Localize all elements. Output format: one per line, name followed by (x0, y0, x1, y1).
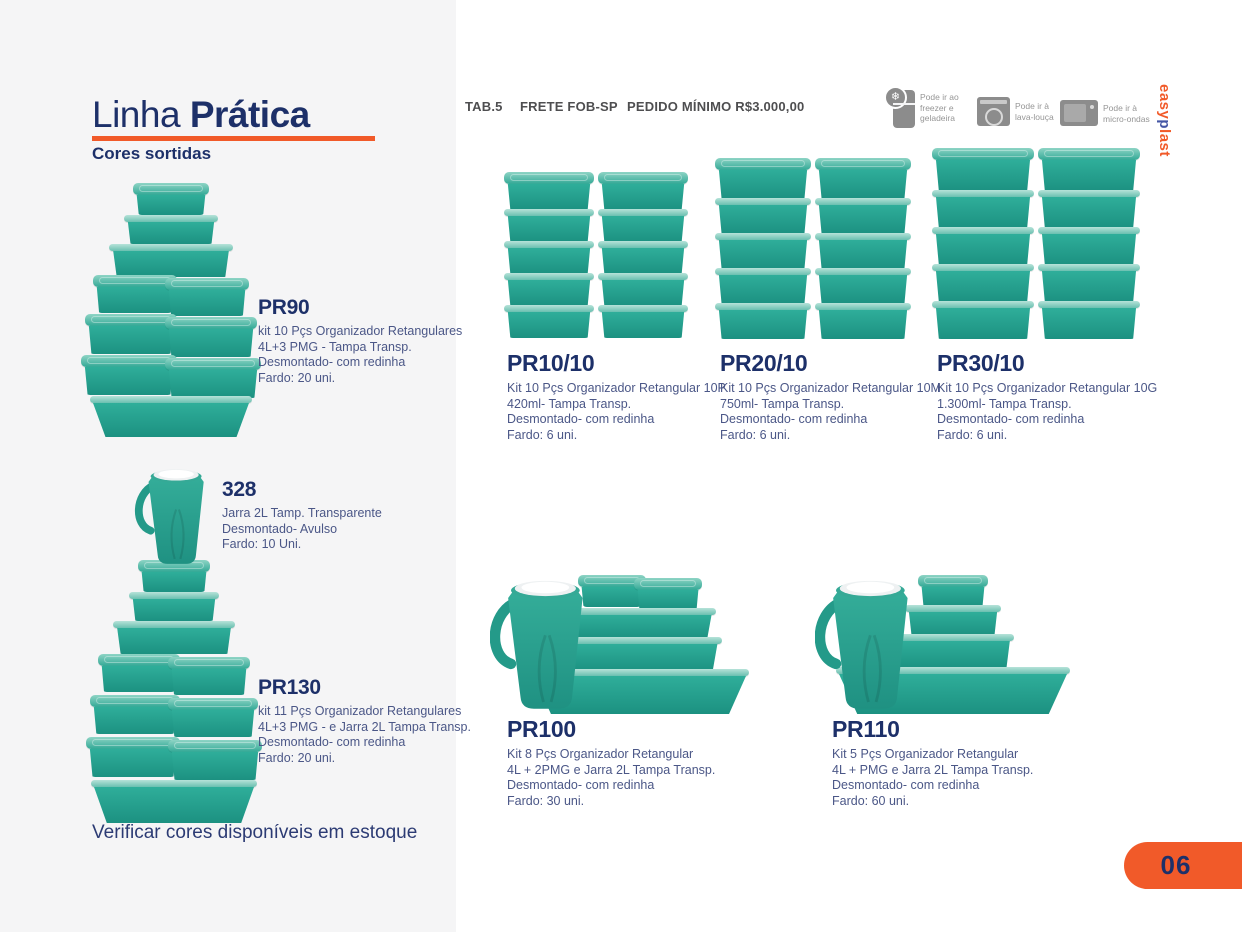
container-box (1041, 190, 1137, 228)
container-box (921, 575, 985, 607)
container-box (935, 264, 1031, 302)
page-title (92, 94, 310, 136)
freight-terms: FRETE FOB-SP (520, 99, 618, 114)
jug-image (490, 566, 595, 714)
container-box (601, 209, 685, 242)
brand-logo: easyplast (1156, 84, 1173, 157)
page-title-bold: Prática (189, 94, 310, 135)
container-column (507, 172, 591, 338)
container-box (935, 227, 1031, 265)
container-box (507, 273, 591, 306)
container-box (718, 268, 808, 304)
badge-dishwasher (977, 97, 1054, 126)
container-tub (93, 396, 249, 437)
container-column (1041, 148, 1137, 339)
container-row (101, 654, 247, 695)
container-box (818, 198, 908, 234)
container-row (84, 355, 258, 398)
container-box (718, 303, 808, 339)
product-image-pr30-10 (935, 148, 1137, 339)
minimum-order: PEDIDO MÍNIMO R$3.000,00 (627, 99, 805, 114)
container-box (116, 621, 232, 654)
page-number: 06 (1160, 850, 1192, 880)
container-box (601, 273, 685, 306)
product-image-pr100 (490, 528, 748, 714)
microwave-icon (1060, 100, 1098, 126)
container-box (84, 355, 174, 395)
page-title-light: Linha (92, 94, 181, 135)
container-box (127, 215, 215, 244)
container-box (171, 698, 255, 737)
container-box (601, 172, 685, 210)
container-box (168, 317, 254, 357)
container-box (507, 209, 591, 242)
container-box (507, 241, 591, 274)
product-pr130: PR130 kit 11 Pçs Organizador Retangulares 4L+3 PMG - e Jarra 2L Tampa Transp. Desmontado- com redinha Fardo: 20 uni. (258, 676, 471, 765)
container-box (601, 305, 685, 338)
badge-freezer-label: Pode ir ao freezer e geladeira (920, 92, 959, 124)
product-code: PR130 (258, 676, 321, 699)
container-column (601, 172, 685, 338)
container-box (89, 737, 177, 777)
container-box (818, 158, 908, 199)
product-pr10-10: PR10/10 Kit 10 Pçs Organizador Retangular 10P 420ml- Tampa Transp. Desmontado- com redinha Fardo: 6 uni. (507, 350, 726, 442)
badge-microwave (1060, 100, 1150, 126)
container-box (507, 172, 591, 210)
badge-dishwasher-label: Pode ir à lava-louça (1015, 101, 1054, 122)
container-box (171, 740, 259, 780)
container-box (935, 301, 1031, 339)
container-box (136, 183, 206, 215)
product-code: 328 (222, 478, 257, 501)
product-pr100: PR100 Kit 8 Pçs Organizador Retangular 4L + 2PMG e Jarra 2L Tampa Transp. Desmontado- com redinha Fardo: 30 uni. (507, 716, 716, 808)
freezer-fridge-icon (890, 90, 915, 128)
product-image-pr110 (815, 530, 1067, 714)
product-code: PR90 (258, 296, 310, 319)
container-box (818, 268, 908, 304)
product-code: PR100 (507, 716, 576, 742)
product-code: PR10/10 (507, 350, 595, 376)
page-number-badge (1124, 842, 1242, 889)
product-code: PR30/10 (937, 350, 1025, 376)
container-box (935, 190, 1031, 228)
badge-freezer (890, 90, 959, 128)
container-row (88, 314, 254, 357)
product-image-pr20-10 (718, 158, 908, 339)
dishwasher-icon (977, 97, 1010, 126)
product-pr90: PR90 kit 10 Pçs Organizador Retangulares 4L+3 PMG - Tampa Transp. Desmontado- com redinha Fardo: 20 uni. (258, 296, 463, 385)
container-box (935, 148, 1031, 191)
container-column (935, 148, 1031, 339)
container-box (718, 233, 808, 269)
container-row (89, 737, 259, 780)
product-image-pr10-10 (507, 172, 685, 338)
container-box (718, 158, 808, 199)
container-row (96, 275, 246, 316)
container-box (171, 657, 247, 695)
badge-microwave-label: Pode ir à micro-ondas (1103, 103, 1150, 124)
container-box (168, 278, 246, 316)
container-box (96, 275, 174, 313)
container-box (93, 695, 177, 734)
container-box (507, 305, 591, 338)
container-row (93, 695, 255, 737)
product-pr30-10: PR30/10 Kit 10 Pçs Organizador Retangular 10G 1.300ml- Tampa Transp. Desmontado- com redinha Fardo: 6 uni. (937, 350, 1158, 442)
container-box (112, 244, 230, 277)
title-underline (92, 136, 375, 141)
container-box (1041, 301, 1137, 339)
container-column (818, 158, 908, 339)
container-box (718, 198, 808, 234)
container-box (132, 592, 216, 621)
product-pr110: PR110 Kit 5 Pçs Organizador Retangular 4L + PMG e Jarra 2L Tampa Transp. Desmontado- com redinha Fardo: 60 uni. (832, 716, 1034, 808)
container-box (101, 654, 177, 692)
container-box (818, 233, 908, 269)
container-box (1041, 148, 1137, 191)
container-box (1041, 264, 1137, 302)
tab-number: TAB.5 (465, 99, 503, 114)
container-box (88, 314, 174, 354)
stock-note: Verificar cores disponíveis em estoque (92, 822, 418, 843)
container-row (581, 575, 699, 610)
product-code: PR20/10 (720, 350, 808, 376)
container-box (1041, 227, 1137, 265)
container-tub (94, 780, 254, 823)
page-subtitle: Cores sortidas (92, 144, 212, 163)
snowflake-icon: ❄ (884, 86, 907, 109)
product-328: 328 Jarra 2L Tamp. Transparente Desmontado- Avulso Fardo: 10 Uni. (222, 478, 382, 552)
jug-image (124, 460, 224, 566)
container-box (601, 241, 685, 274)
container-box (168, 358, 258, 398)
jug-image (815, 566, 920, 714)
product-pr20-10: PR20/10 Kit 10 Pçs Organizador Retangular 10M 750ml- Tampa Transp. Desmontado- com redinha Fardo: 6 uni. (720, 350, 941, 442)
container-box (818, 303, 908, 339)
container-box (637, 578, 699, 610)
container-column (718, 158, 808, 339)
product-code: PR110 (832, 716, 900, 742)
product-image-pr90 (85, 183, 257, 437)
container-box (908, 605, 998, 636)
